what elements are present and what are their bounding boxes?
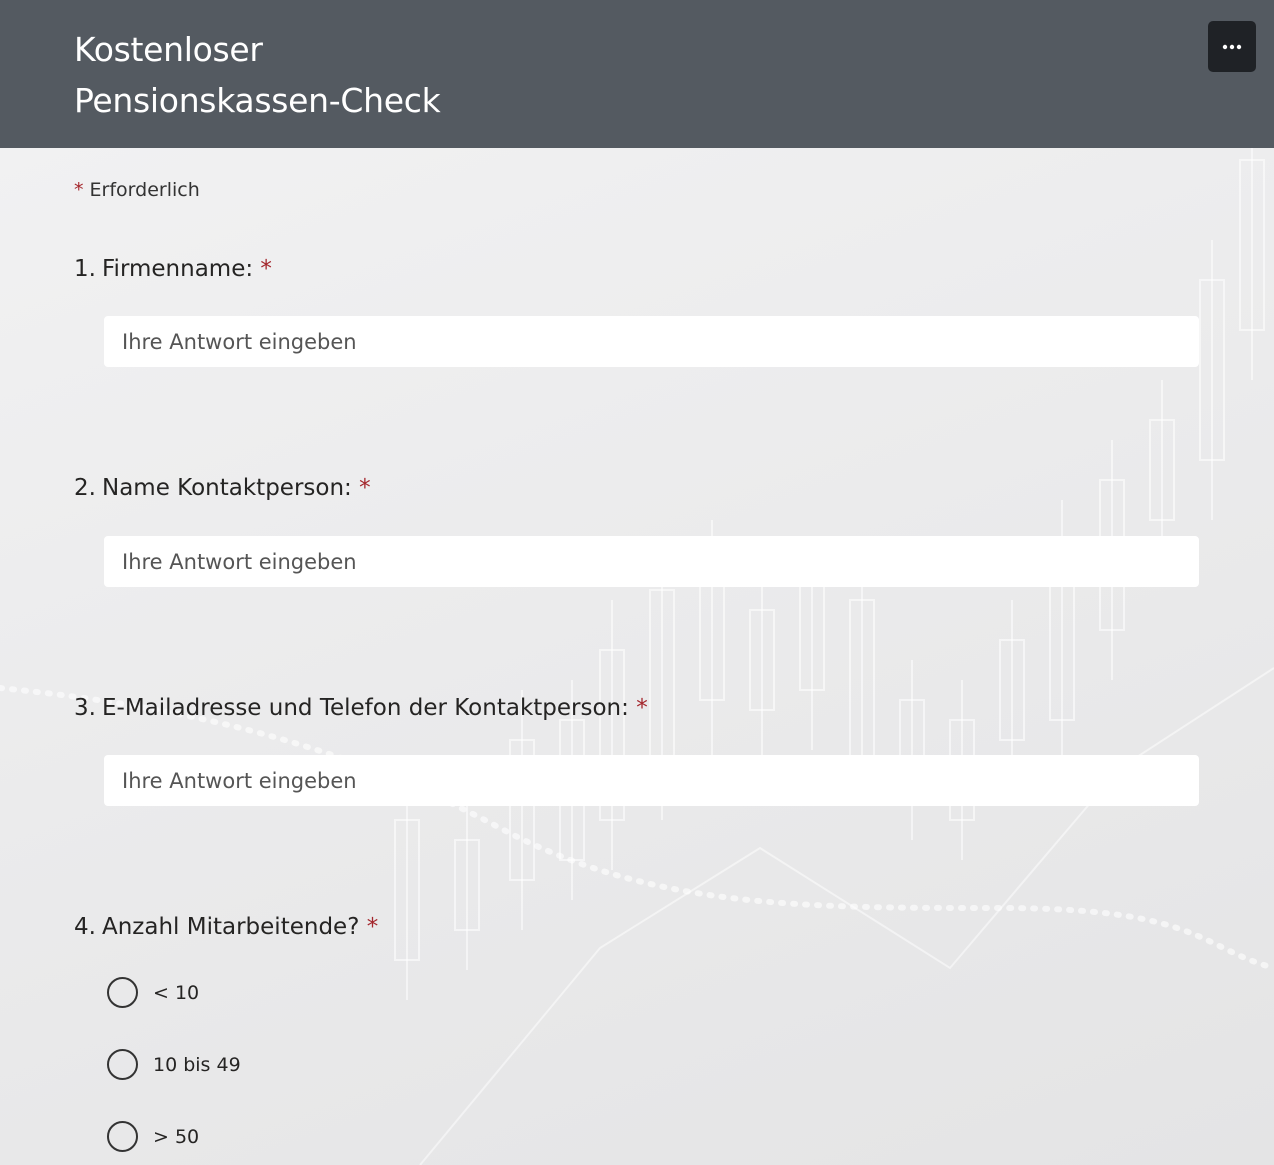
radio-button[interactable] (107, 1049, 138, 1080)
required-star: * (366, 914, 379, 940)
required-star: * (359, 475, 371, 501)
required-note (74, 179, 200, 201)
form-title-line1: Kostenloser (74, 30, 263, 69)
question-2-label: Name Kontaktperson: (102, 475, 352, 501)
question-4-label: Anzahl Mitarbeitende? (102, 914, 360, 940)
required-star: * (74, 179, 84, 201)
required-note-text: Erforderlich (89, 179, 200, 201)
firmenname-input[interactable] (104, 316, 1199, 367)
more-options-button[interactable] (1208, 21, 1256, 72)
background-chart-image (0, 148, 1274, 1165)
question-1-label: Firmenname: (102, 256, 254, 282)
kontaktperson-input[interactable] (104, 536, 1199, 587)
radio-button[interactable] (107, 1121, 138, 1152)
radio-button[interactable] (107, 977, 138, 1008)
radio-option-label: < 10 (153, 981, 200, 1004)
form-header (0, 0, 1274, 148)
question-1 (74, 256, 1200, 282)
question-2-title (74, 475, 1200, 501)
radio-option-lt-10[interactable] (107, 977, 199, 1008)
question-3-number: 3. (74, 695, 96, 721)
question-2-number: 2. (74, 475, 96, 501)
form-title (74, 24, 440, 126)
radio-option-label: 10 bis 49 (153, 1053, 241, 1076)
email-telefon-input[interactable] (104, 755, 1199, 806)
question-3-title (74, 695, 1200, 721)
form-title-line2: Pensionskassen-Check (74, 81, 441, 120)
question-3 (74, 695, 1200, 721)
question-2 (74, 475, 1200, 501)
question-3-label: E-Mailadresse und Telefon der Kontaktperson: (102, 695, 629, 721)
ellipsis-icon (1222, 44, 1242, 50)
required-star: * (260, 256, 272, 282)
question-4-title (74, 914, 1200, 940)
radio-option-10-49[interactable] (107, 1049, 241, 1080)
question-1-title (74, 256, 1200, 282)
radio-option-gt-50[interactable] (107, 1121, 199, 1152)
question-4-number: 4. (74, 914, 96, 940)
required-star: * (636, 695, 648, 721)
question-1-number: 1. (74, 256, 96, 282)
question-4 (74, 914, 1200, 1148)
radio-option-label: > 50 (153, 1125, 200, 1148)
